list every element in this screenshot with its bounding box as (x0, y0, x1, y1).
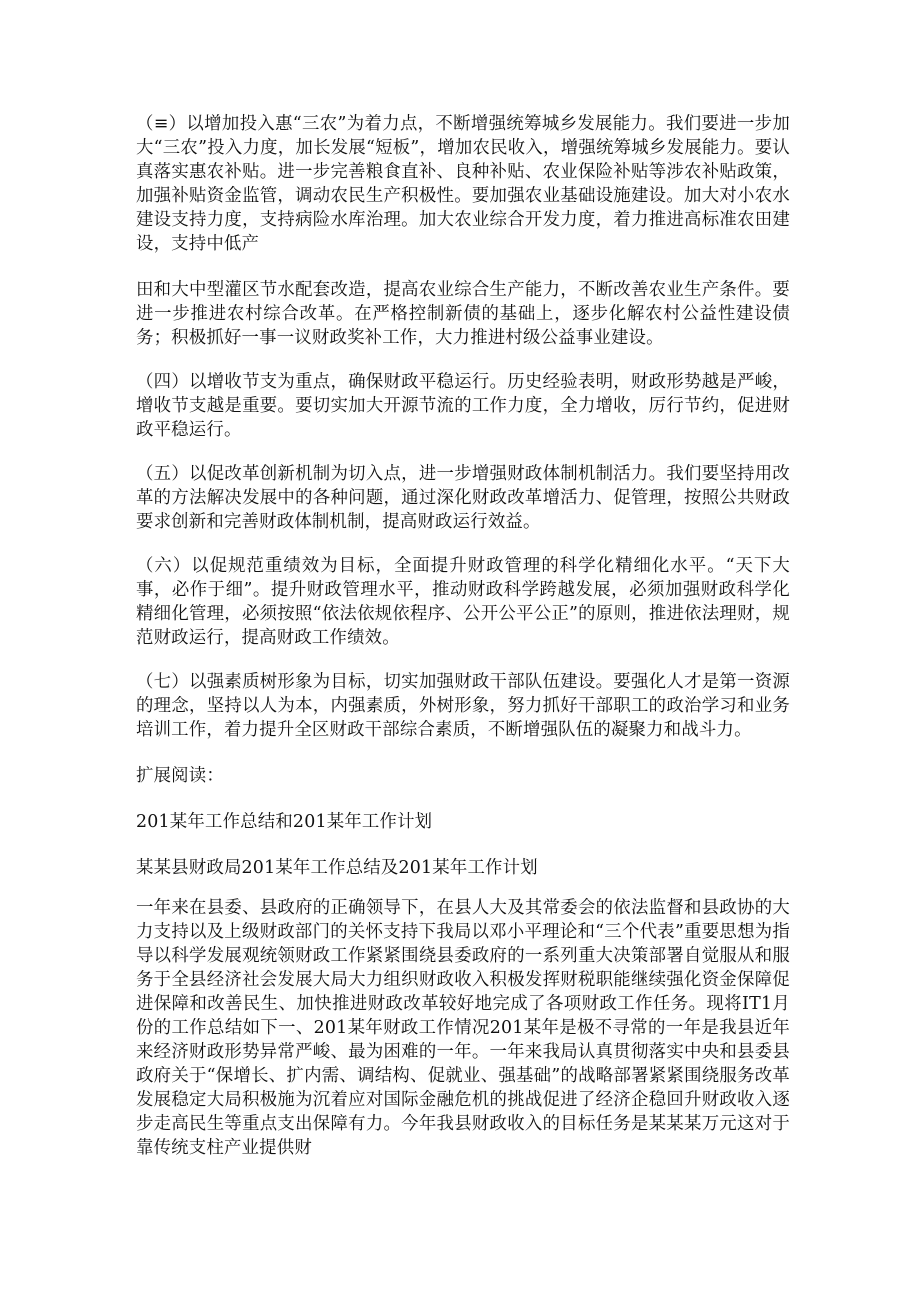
paragraph-section-4: （四）以增收节支为重点，确保财政平稳运行。历史经验表明，财政形势越是严峻，增收节支越是重要。要切实加大开源节流的工作力度，全力增收，厉行节约，促进财政平稳运行。 (136, 372, 790, 440)
report-body-paragraph: 一年来在县委、县政府的正确领导下，在县人大及其常委会的依法监督和县政协的大力支持以及上级财政部门的关怀支持下我局以邓小平理论和“三个代表”重要思想为指导以科学发展观统领财政工作紧紧围绕县委政府的一系列重大决策部署自觉服从和服务于全县经济社会发展大局大力组织财政收入积极发挥财税职能继续强化资金保障促进保障和改善民生、加快推进财政改革较好地完成了各项财政工作任务。现将IT1月份的工作总结如下一、201某年财政工作情况201某年是极不寻常的一年是我县近年来经济财政形势异常严峻、最为困难的一年。一年来我局认真贯彻落实中央和县委县政府关于“保增长、扩内需、调结构、促就业、强基础”的战略部署紧紧围绕服务改革发展稳定大局积极施为沉着应对国际金融危机的挑战促进了经济企稳回升财政收入逐步走高民生等重点支出保障有力。今年我县财政收入的目标任务是某某某万元这对于靠传统支柱产业提供财 (136, 898, 790, 1158)
related-title-1: 201某年工作总结和201某年工作计划 (136, 812, 433, 832)
paragraph-section-3-part-2: 田和大中型灌区节水配套改造，提高农业综合生产能力，不断改善农业生产条件。要进一步推进农村综合改革。在严格控制新债的基础上，逐步化解农村公益性建设债务；积极抓好一事一议财政奖补工作，大力推进村级公益事业建设。 (136, 280, 790, 348)
paragraph-section-5: （五）以促改革创新机制为切入点，进一步增强财政体制机制活力。我们要坚持用改革的方法解决发展中的各种问题，通过深化财政改革增活力、促管理，按照公共财政要求创新和完善财政体制机制，提高财政运行效益。 (136, 464, 790, 532)
related-title-2: 某某县财政局201某年工作总结及201某年工作计划 (136, 858, 538, 878)
paragraph-section-6: （六）以促规范重绩效为目标，全面提升财政管理的科学化精细化水平。“天下大事，必作于细”。提升财政管理水平，推动财政科学跨越发展，必须加强财政科学化精细化管理，必须按照“依法依规依程序、公开公平公正”的原则，推进依法理财，规范财政运行，提高财政工作绩效。 (136, 556, 790, 648)
paragraph-section-3-part-1: （≡）以增加投入惠“三农”为着力点，不断增强统筹城乡发展能力。我们要进一步加大“三农”投入力度，加长发展“短板”，增加农民收入，增强统筹城乡发展能力。要认真落实惠农补贴。进一步完善粮食直补、良种补贴、农业保险补贴等涉农补贴政策，加强补贴资金监管，调动农民生产积极性。要加强农业基础设施建设。加大对小农水建设支持力度，支持病险水库治理。加大农业综合开发力度，着力推进高标准农田建设，支持中低产 (136, 114, 790, 254)
extended-reading-label: 扩展阅读： (136, 766, 224, 786)
paragraph-section-7: （七）以强素质树形象为目标，切实加强财政干部队伍建设。要强化人才是第一资源的理念，坚持以人为本，内强素质，外树形象，努力抓好干部职工的政治学习和业务培训工作，着力提升全区财政干部综合素质，不断增强队伍的凝聚力和战斗力。 (136, 672, 790, 740)
